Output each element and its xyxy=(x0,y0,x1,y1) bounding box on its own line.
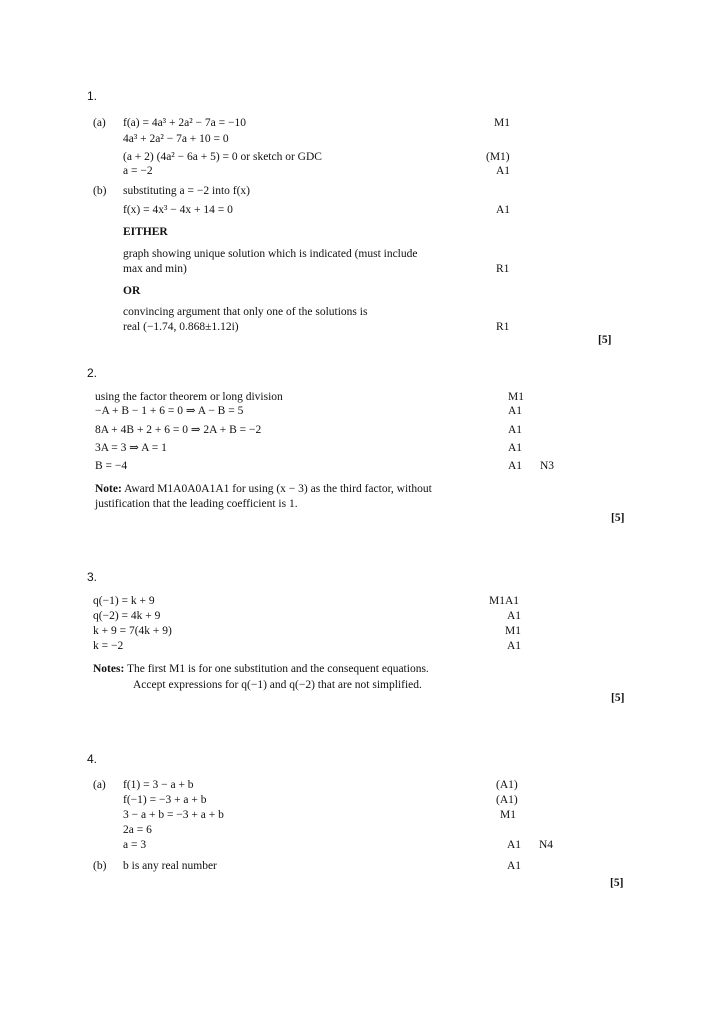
q1-either-heading: EITHER xyxy=(123,226,168,238)
q4-a-line-5: a = 3 xyxy=(123,839,147,851)
q2-line-2: −A + B − 1 + 6 = 0 ⇒ A − B = 5 xyxy=(95,405,244,417)
q4-a-mark-2: (A1) xyxy=(496,794,518,806)
q2-mark-2: A1 xyxy=(508,405,523,417)
q2-line-4: 3A = 3 ⇒ A = 1 xyxy=(95,442,167,454)
q3-note-line-2: Accept expressions for q(−1) and q(−2) that are not simplified. xyxy=(133,679,422,691)
q4-b-line: b is any real number xyxy=(123,860,217,872)
q3-note-text-1: The first M1 is for one substitution and the consequent equations. xyxy=(126,663,429,675)
q1-a-line-3: (a + 2) (4a² − 6a + 5) = 0 or sketch or GDC xyxy=(123,151,322,163)
q2-note-line-2: justification that the leading coefficient is 1. xyxy=(95,498,298,510)
q4-a-mark-3: M1 xyxy=(500,809,516,821)
q3-line-4: k = −2 xyxy=(93,640,124,652)
q3-mark-4: A1 xyxy=(507,640,522,652)
q3-note-label: Notes: xyxy=(93,663,125,675)
q1-b-line-2: f(x) = 4x³ − 4x + 14 = 0 xyxy=(123,204,233,216)
question-1-number: 1. xyxy=(87,89,98,103)
q2-line-1: using the factor theorem or long division xyxy=(95,391,283,403)
q1-either-mark: R1 xyxy=(496,263,510,275)
q3-line-2: q(−2) = 4k + 9 xyxy=(93,610,161,622)
q3-note-line-1 xyxy=(93,662,429,676)
q3-mark-1: M1A1 xyxy=(489,595,520,607)
question-2-number: 2. xyxy=(87,366,98,380)
q2-note-line-1 xyxy=(95,482,432,496)
q3-line-1: q(−1) = k + 9 xyxy=(93,595,155,607)
q4-a-line-1: f(1) = 3 − a + b xyxy=(123,779,194,791)
q4-extra-mark: N4 xyxy=(539,839,554,851)
q1-part-b-label: (b) xyxy=(93,185,107,197)
question-4-number: 4. xyxy=(87,752,98,766)
q4-b-mark: A1 xyxy=(507,860,522,872)
q2-line-5: B = −4 xyxy=(95,460,128,472)
q4-part-b-label: (b) xyxy=(93,860,107,872)
q4-a-line-2: f(−1) = −3 + a + b xyxy=(123,794,207,806)
q1-total-marks: [5] xyxy=(598,334,612,346)
q1-a-mark-3: (M1) xyxy=(486,151,510,163)
q2-note-label: Note: xyxy=(95,483,122,495)
question-3-number: 3. xyxy=(87,570,98,584)
q4-part-a-label: (a) xyxy=(93,779,106,791)
q1-b-mark-2: A1 xyxy=(496,204,511,216)
q1-either-line-2: max and min) xyxy=(123,263,187,275)
q2-mark-1: M1 xyxy=(508,391,524,403)
q1-a-line-1: f(a) = 4a³ + 2a² − 7a = −10 xyxy=(123,117,246,129)
q1-a-line-2: 4a³ + 2a² − 7a + 10 = 0 xyxy=(123,133,229,145)
q2-mark-4: A1 xyxy=(508,442,523,454)
q2-line-3: 8A + 4B + 2 + 6 = 0 ⇒ 2A + B = −2 xyxy=(95,424,262,436)
q3-line-3: k + 9 = 7(4k + 9) xyxy=(93,625,172,637)
q3-mark-3: M1 xyxy=(505,625,521,637)
q2-total-marks: [5] xyxy=(611,512,625,524)
q2-mark-5: A1 xyxy=(508,460,523,472)
q2-mark-3: A1 xyxy=(508,424,523,436)
q1-a-mark-4: A1 xyxy=(496,165,511,177)
q1-part-a-label: (a) xyxy=(93,117,106,129)
q4-total-marks: [5] xyxy=(610,877,624,889)
q1-either-line-1: graph showing unique solution which is indicated (must include xyxy=(123,248,418,260)
q1-or-mark: R1 xyxy=(496,321,510,333)
q3-total-marks: [5] xyxy=(611,692,625,704)
q4-a-line-3: 3 − a + b = −3 + a + b xyxy=(123,809,224,821)
q4-a-mark-1: (A1) xyxy=(496,779,518,791)
q1-b-line-1: substituting a = −2 into f(x) xyxy=(123,185,251,197)
q1-a-line-4: a = −2 xyxy=(123,165,153,177)
q3-mark-2: A1 xyxy=(507,610,522,622)
q1-or-line-1: convincing argument that only one of the solutions is xyxy=(123,306,368,318)
q4-a-line-4: 2a = 6 xyxy=(123,824,152,836)
q1-a-mark-1: M1 xyxy=(494,117,510,129)
q4-a-mark-5: A1 xyxy=(507,839,522,851)
q2-extra-mark: N3 xyxy=(540,460,555,472)
q1-or-line-2: real (−1.74, 0.868±1.12i) xyxy=(123,321,239,333)
q2-note-text-1: Award M1A0A0A1A1 for using (x − 3) as the third factor, without xyxy=(124,483,432,495)
q1-or-heading: OR xyxy=(123,285,141,297)
